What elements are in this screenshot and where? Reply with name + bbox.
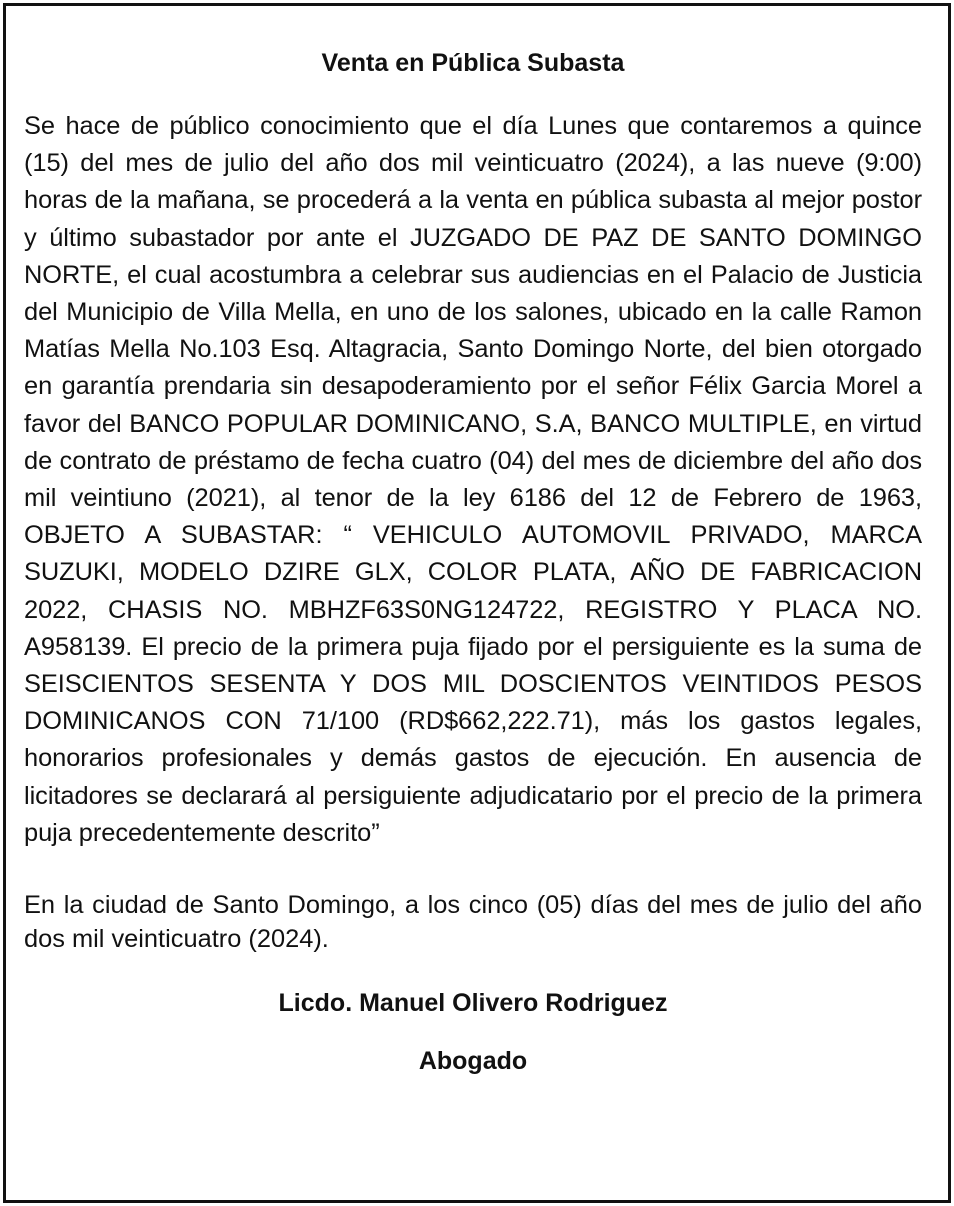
notice-closing: En la ciudad de Santo Domingo, a los cinco (05) días del mes de julio del año dos mil veinticuatro (2024). [24,891,922,954]
signatory-role: Abogado [418,1047,528,1076]
notice-body: Se hace de público conocimiento que el día Lunes que contaremos a quince (15) del mes de julio del año dos mil veinticuatro (2024), a las nueve (9:00) horas de la mañana, se procederá a la venta en pública subasta al mejor postor y último subastador por ante el JUZGADO DE PAZ DE SANTO DOMINGO NORTE, el cual acostumbra a celebrar sus audiencias en el Palacio de Justicia del Municipio de Villa Mella, en uno de los salones, ubicado en la calle Ramon Matías Mella No.103 Esq. Altagracia, Santo Domingo Norte, del bien otorgado en garantía prendaria sin desapoderamiento por el señor Félix Garcia Morel a favor del BANCO POPULAR DOMINICANO, S.A, BANCO MULTIPLE, en virtud de contrato de préstamo de fecha cuatro (04) del mes de diciembre del año dos mil veintiuno (2021), al tenor de la ley 6186 del 12 de Febrero de 1963, OBJETO A SUBASTAR: “ VEHICULO AUTOMOVIL PRIVADO, MARCA SUZUKI, MODELO DZIRE GLX, COLOR PLATA, AÑO DE FABRICACION 2022, CHASIS NO. MBHZF63S0NG124722, REGISTRO Y PLACA NO. A958139. El precio de la primera puja fijado por el persiguiente es la suma de SEISCIENTOS SESENTA Y DOS MIL DOSCIENTOS VEINTIDOS PESOS DOMINICANOS CON 71/100 (RD$662,222.71), más los gastos legales, honorarios profesionales y demás gastos de ejecución. En ausencia de licitadores se declarará al persiguiente adjudicatario por el precio de la primera puja precedentemente descrito” [24,112,922,847]
auction-notice [3,3,951,1203]
signatory-name: Licdo. Manuel Olivero Rodriguez [278,989,668,1018]
notice-title: Venta en Pública Subasta [321,49,625,77]
